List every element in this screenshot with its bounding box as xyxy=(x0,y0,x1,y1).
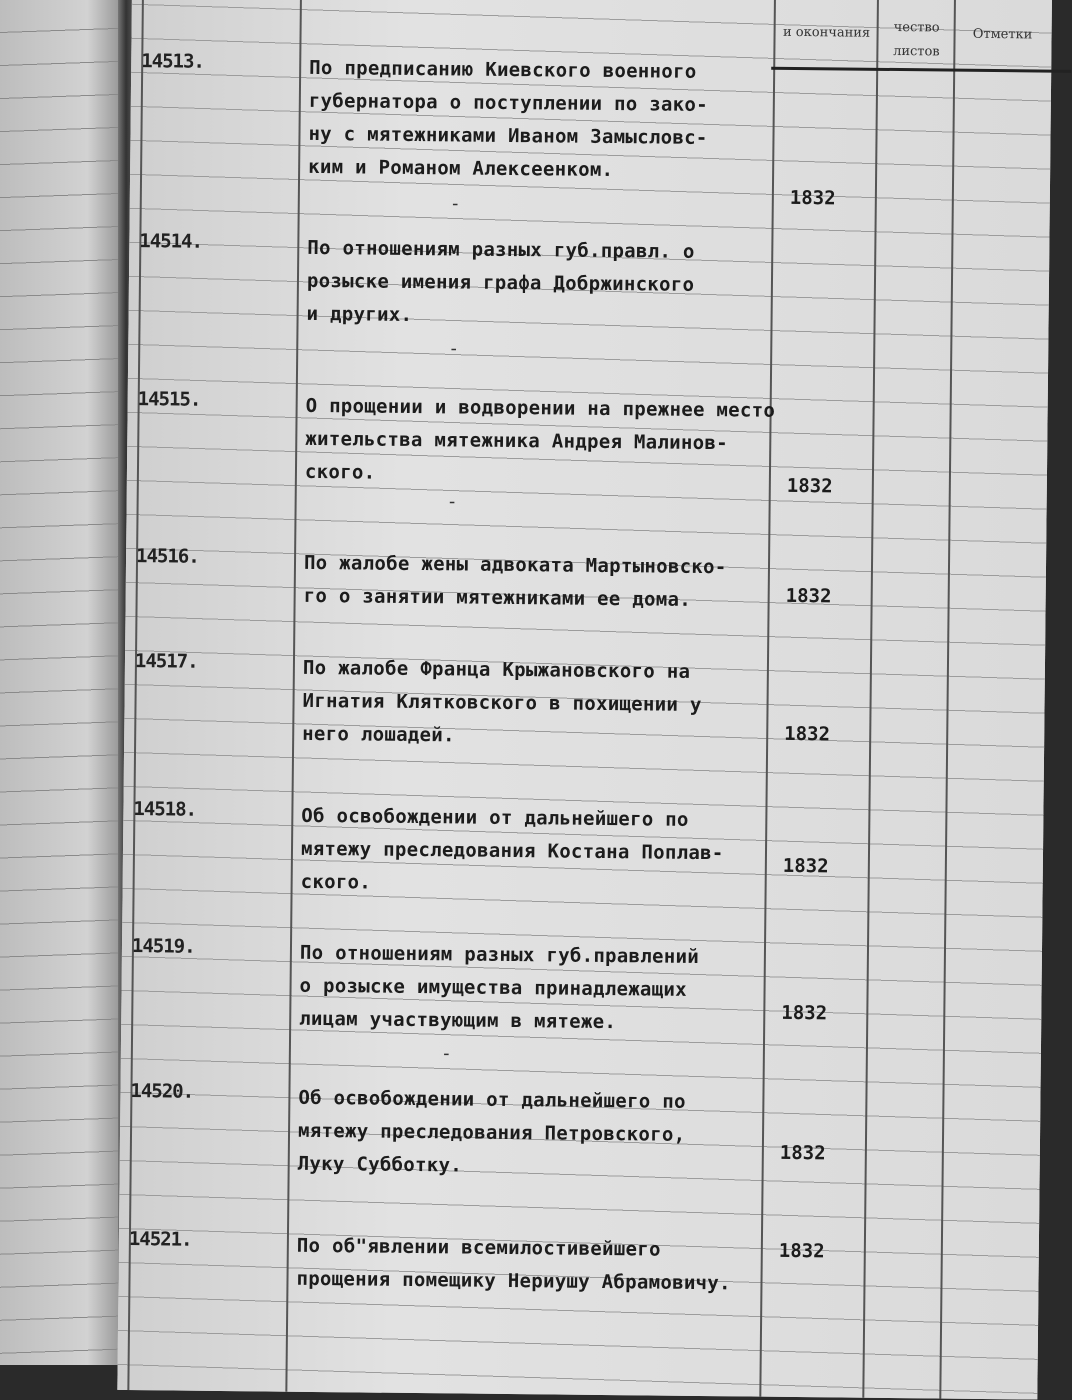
entry-description: По отношениям разных губ.правл. о розыске имения графа Добржинского и других. xyxy=(306,236,695,326)
entry-description: По жалобе Франца Крыжановского на Игнатия Клятковского в похищении у него лошадей. xyxy=(302,656,702,747)
entry-description: Об освобождении от дальнейшего по мятежу преследования Костана Поплав- ского. xyxy=(300,804,724,894)
entry-year: 1832 xyxy=(781,1001,828,1025)
ledger-entry xyxy=(119,1228,1019,1295)
left-page xyxy=(0,0,125,1365)
ledger-entry xyxy=(126,545,1026,611)
column-divider xyxy=(939,0,956,1399)
margin-line xyxy=(127,0,144,1390)
entry-year: 1832 xyxy=(784,722,831,746)
entry-year: 1832 xyxy=(778,1239,825,1263)
sheets-column-header: чество листов xyxy=(893,19,940,60)
column-divider xyxy=(862,0,879,1398)
entry-year: 1832 xyxy=(789,186,836,210)
ledger-entry xyxy=(128,388,1028,513)
entry-description: По об"явлении всемилостивейшего прощения помещику Нериушу Абрамовичу. xyxy=(296,1234,731,1295)
entry-number: 14521. xyxy=(128,1228,192,1251)
ledger-entry xyxy=(129,230,1029,360)
entry-number: 14516. xyxy=(135,545,199,568)
separator-dash: - xyxy=(446,491,458,513)
notes-column-header: Отметки xyxy=(972,26,1033,43)
entry-number: 14513. xyxy=(141,50,205,73)
ledger-entry xyxy=(125,650,1025,747)
ledger-entry xyxy=(122,935,1022,1065)
entry-year: 1832 xyxy=(782,854,829,878)
ledger-page xyxy=(117,0,1052,1400)
entry-description: По жалобе жены адвоката Мартыновско- го о занятии мятежниками ее дома. xyxy=(303,551,727,611)
ledger-entry xyxy=(124,798,1024,894)
entry-number: 14520. xyxy=(130,1080,194,1103)
entry-number: 14515. xyxy=(137,388,201,411)
entry-year: 1832 xyxy=(779,1141,826,1165)
dates-column-header: и окончания xyxy=(782,24,871,41)
entry-number: 14514. xyxy=(139,230,203,253)
entry-number: 14519. xyxy=(131,935,195,958)
separator-dash: - xyxy=(440,1043,452,1065)
separator-dash: - xyxy=(448,338,460,360)
entry-year: 1832 xyxy=(785,584,832,608)
entry-description: О прощении и водворении на прежнее место жительства мятежника Андрея Малинов- ского. xyxy=(304,394,776,484)
entry-description: По предписанию Киевского военного губернатора о поступлении по зако- ну с мятежниками Иваном Замысловс- ким и Романом Алексеенком. xyxy=(308,56,709,182)
entry-year: 1832 xyxy=(786,474,833,498)
entry-number: 14517. xyxy=(134,650,198,673)
entry-description: Об освобождении от дальнейшего по мятежу преследования Петровского, Луку Субботку. xyxy=(297,1086,686,1177)
ledger-entry xyxy=(121,1080,1021,1177)
entry-number: 14518. xyxy=(133,798,197,821)
column-divider xyxy=(285,0,302,1392)
entry-description: По отношениям разных губ.правлений о розыске имущества принадлежащих лицам участвующим в мятеже. xyxy=(299,941,700,1034)
separator-dash: - xyxy=(449,193,461,215)
